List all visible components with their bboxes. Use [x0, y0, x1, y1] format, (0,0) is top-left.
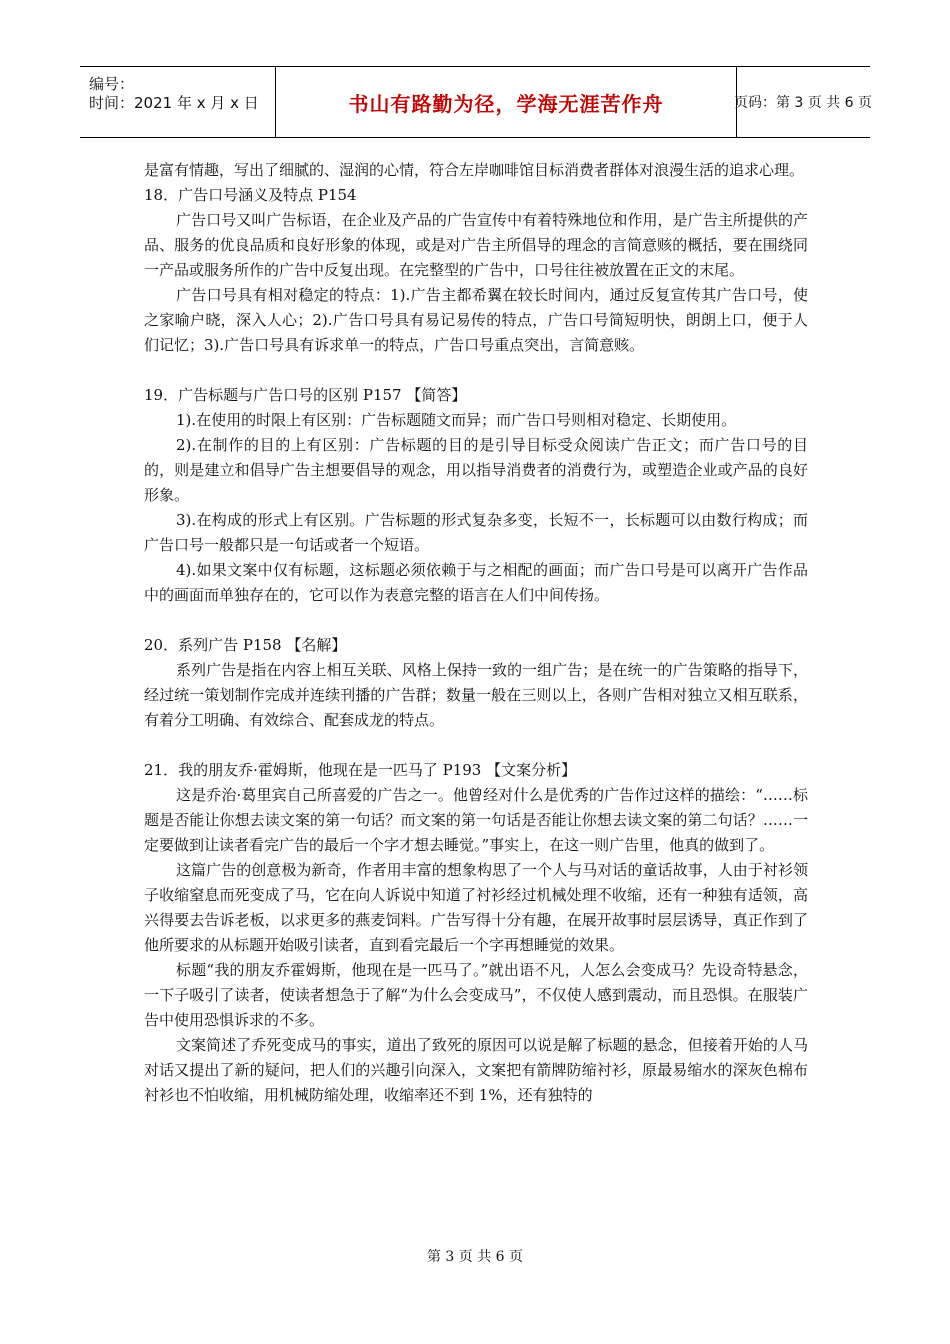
- document-number-label: 编号：: [89, 75, 135, 93]
- spacer: [144, 608, 808, 633]
- section-20-paragraph-1: 系列广告是指在内容上相互关联、风格上保持一致的一组广告；是在统一的广告策略的指导下，经过统一策划制作完成并连续刊播的广告群；数量一般在三则以上，各则广告相对独立又相互联系，有着分工明确、有效综合、配套成龙的特点。: [144, 661, 808, 729]
- section-19-paragraph-3: 3).在构成的形式上有区别。广告标题的形式复杂多变，长短不一，长标题可以由数行构成；而广告口号一般都只是一句话或者一个短语。: [144, 511, 808, 554]
- section-21-heading: 21．我的朋友乔·霍姆斯，他现在是一匹马了 P193 【文案分析】: [144, 761, 577, 779]
- section-19-paragraph-2: 2).在制作的目的上有区别：广告标题的目的是引导目标受众阅读广告正文；而广告口号的目的，则是建立和倡导广告主想要倡导的观念，用以指导消费者的消费行为，或塑造企业或产品的良好形象。: [144, 436, 808, 504]
- section-19-paragraph-1: 1).在使用的时限上有区别：广告标题随文而异；而广告口号则相对稳定、长期使用。: [176, 411, 737, 429]
- section-19-paragraph-4: 4).如果文案中仅有标题，这标题必须依赖于与之相配的画面；而广告口号是可以离开广告作品中的画面而单独存在的，它可以作为表意完整的语言在人们中间传扬。: [144, 561, 808, 604]
- section-21-paragraph-4: 文案简述了乔死变成马的事实，道出了致死的原因可以说是解了标题的悬念，但接着开始的人马对话又提出了新的疑问，把人们的兴趣引向深入，文案把有箭牌防缩衬衫，原最易缩水的深灰色棉布衬衫也不怕收缩，用机械防缩处理，收缩率还不到 1%，还有独特的: [144, 1036, 808, 1104]
- document-body: [144, 158, 808, 1108]
- header-motto-cell: [275, 67, 737, 137]
- document-time-label: 时间：2021 年 x 月 x 日: [89, 94, 259, 112]
- section-18-heading: 18．广告口号涵义及特点 P154: [144, 186, 357, 204]
- header-page-info: 页码：第 3 页 共 6 页: [733, 95, 873, 111]
- section-18-paragraph-2: 广告口号具有相对稳定的特点：1).广告主都希翼在较长时间内，通过反复宣传其广告口号，使之家喻户晓，深入人心；2).广告口号具有易记易传的特点，广告口号简短明快，朗朗上口，便于人们记忆；3).广告口号具有诉求单一的特点，广告口号重点突出，言简意赅。: [144, 286, 808, 354]
- spacer: [144, 733, 808, 758]
- header-motto: 书山有路勤为径，学海无涯苦作舟: [348, 91, 664, 116]
- section-19-heading: 19．广告标题与广告口号的区别 P157 【简答】: [144, 386, 467, 404]
- section-20-heading: 20．系列广告 P158 【名解】: [144, 636, 347, 654]
- page-footer: 第 3 页 共 6 页: [426, 1249, 524, 1265]
- spacer: [144, 358, 808, 383]
- section-21-paragraph-2: 这篇广告的创意极为新奇，作者用丰富的想象构思了一个人与马对话的童话故事，人由于衬衫领子收缩窒息而死变成了马，它在向人诉说中知道了衬衫经过机械处理不收缩，还有一种独有适领，高兴得要去告诉老板，以求更多的燕麦饲料。广告写得十分有趣，在展开故事时层层诱导，真正作到了他所要求的从标题开始吸引读者，直到看完最后一个字再想睡觉的效果。: [144, 861, 808, 954]
- paragraph-continued: 是富有情趣，写出了细腻的、湿润的心情，符合左岸咖啡馆目标消费者群体对浪漫生活的追求心理。: [144, 161, 805, 179]
- section-18-paragraph-1: 广告口号又叫广告标语，在企业及产品的广告宣传中有着特殊地位和作用，是广告主所提供的产品、服务的优良品质和良好形象的体现，或是对广告主所倡导的理念的言简意赅的概括，要在围绕同一产品或服务所作的广告中反复出现。在完整型的广告中，口号往往被放置在正文的末尾。: [144, 211, 808, 279]
- section-21-paragraph-3: 标题“我的朋友乔霍姆斯，他现在是一匹马了。”就出语不凡，人怎么会变成马？先设奇特悬念，一下子吸引了读者，使读者想急于了解“为什么会变成马”，不仅使人感到震动，而且恐惧。在服装广告中使用恐惧诉求的不多。: [144, 961, 808, 1029]
- page-header: [80, 66, 873, 138]
- header-meta-cell: [80, 67, 275, 137]
- section-21-paragraph-1: 这是乔治·葛里宾自己所喜爱的广告之一。他曾经对什么是优秀的广告作过这样的描绘：“……标题是否能让你想去读文案的第一句话？而文案的第一句话是否能让你想去读文案的第二句话？……一定要做到让读者看完广告的最后一个字才想去睡觉。”事实上，在这一则广告里，他真的做到了。: [144, 786, 808, 854]
- header-page-cell: [733, 67, 873, 137]
